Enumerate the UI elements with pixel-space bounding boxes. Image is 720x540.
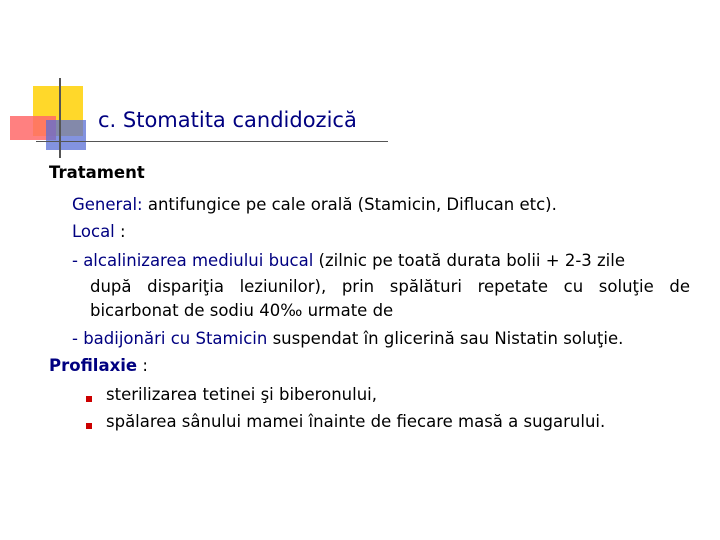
decor-blue-square	[46, 120, 86, 150]
profilaxie-item: sterilizarea tetinei şi biberonului,	[106, 385, 377, 404]
title-underline	[36, 141, 388, 142]
tratament-heading: Tratament	[49, 163, 145, 182]
local-item2	[72, 331, 623, 348]
local-item1-prefix: - alcalinizarea mediului bucal	[72, 251, 314, 270]
bullet-square-icon	[86, 396, 92, 402]
local-item1-line3: bicarbonat de sodiu 40‰ urmate de	[90, 301, 394, 320]
profilaxie-colon: :	[142, 356, 148, 375]
profilaxie-item: spălarea sânului mamei înainte de fiecare masă a sugarului.	[106, 412, 606, 431]
bullet-square-icon	[86, 423, 92, 429]
general-line	[72, 197, 557, 214]
local-item1-rest: (zilnic pe toată durata bolii + 2-3 zile	[318, 251, 626, 270]
local-label: Local	[72, 222, 115, 241]
slide-title: c. Stomatita candidozică	[98, 108, 357, 132]
local-colon: :	[120, 222, 126, 241]
local-line	[72, 224, 126, 241]
general-text: antifungice pe cale orală (Stamicin, Diflucan etc).	[147, 195, 557, 214]
local-item2-prefix: - badijonări cu Stamicin	[72, 329, 268, 348]
local-item1-line2: după dispariţia leziunilor), prin spălături repetate cu soluţie de	[90, 277, 690, 296]
local-item1-line1	[72, 253, 625, 270]
decor-vertical-line	[59, 78, 61, 158]
local-item2-rest: suspendat în glicerină sau Nistatin soluţie.	[272, 329, 624, 348]
profilaxie-line	[49, 358, 148, 375]
profilaxie-heading: Profilaxie	[49, 356, 138, 375]
general-label: General:	[72, 195, 143, 214]
